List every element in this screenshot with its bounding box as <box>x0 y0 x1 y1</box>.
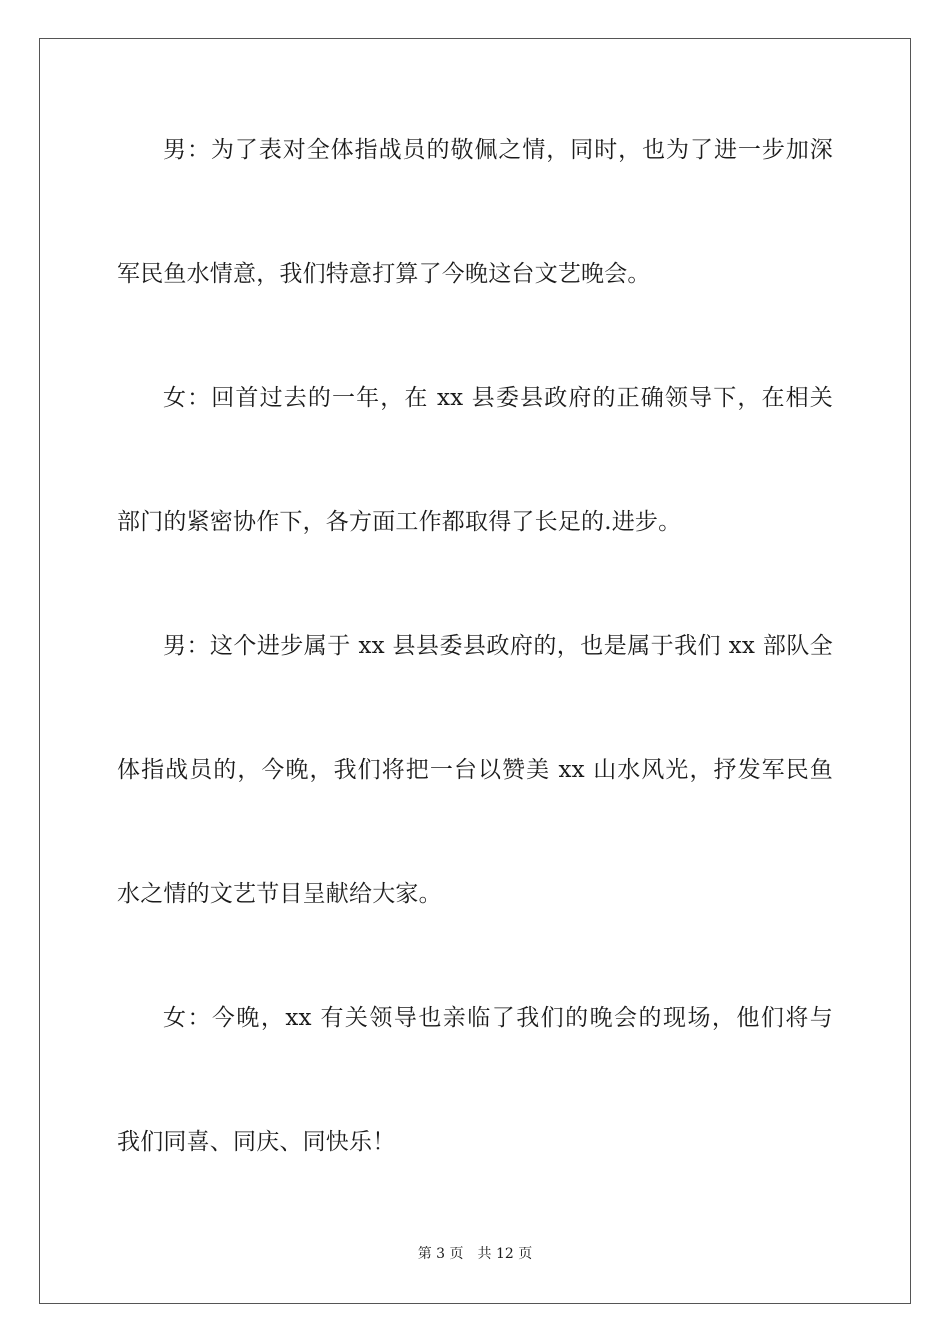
text-line: 女：回首过去的一年，在 xx 县委县政府的正确领导下，在相关 <box>163 385 833 411</box>
text-line: 水之情的文艺节目呈献给大家。 <box>117 881 442 907</box>
text-line: 我们同喜、同庆、同快乐！ <box>117 1129 396 1155</box>
document-body <box>117 125 833 1241</box>
text-line: 男：这个进步属于 xx 县县委县政府的，也是属于我们 xx 部队全 <box>163 633 833 659</box>
text-line: 男：为了表对全体指战员的敬佩之情，同时，也为了进一步加深 <box>163 137 833 163</box>
text-line: 部门的紧密协作下，各方面工作都取得了长足的.进步。 <box>117 509 682 535</box>
page-total: 共 12 页 <box>477 1246 533 1262</box>
text-line: 军民鱼水情意，我们特意打算了今晚这台文艺晚会。 <box>117 261 651 287</box>
page-footer <box>0 1244 950 1264</box>
text-line: 女：今晚，xx 有关领导也亲临了我们的晚会的现场，他们将与 <box>163 1005 833 1031</box>
page-number: 第 3 页 <box>417 1246 464 1262</box>
text-line: 体指战员的，今晚，我们将把一台以赞美 xx 山水风光，抒发军民鱼 <box>117 757 833 783</box>
